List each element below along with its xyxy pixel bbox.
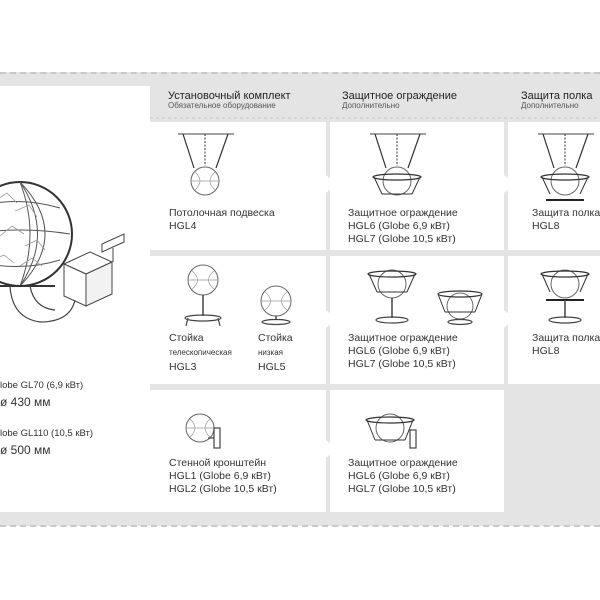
low-stand-label: Стойка	[258, 332, 293, 344]
guard-label-3: Защитное ограждение	[348, 457, 458, 469]
model-2-name: lobe GL110 (10,5 кВт)	[0, 428, 94, 439]
telescopic-stand-code: HGL3	[169, 361, 197, 373]
wall-bracket-code-1: HGL1 (Globe 6,9 кВт)	[169, 470, 271, 482]
header-underline	[0, 117, 600, 121]
guard-label-2: Защитное ограждение	[348, 332, 458, 344]
low-stand-sub: низкая	[258, 348, 284, 357]
low-stand-icon	[238, 256, 328, 336]
telescopic-stand-icon	[148, 256, 238, 336]
header-protective-guard: Защитное ограждение Дополнительно	[342, 90, 457, 111]
card-guard-wall	[330, 390, 504, 512]
card-shelf-ceiling	[508, 122, 600, 250]
wall-bracket-label: Стенной кронштейн	[169, 457, 267, 469]
model-1-diameter: ø 430 мм	[0, 395, 51, 409]
top-dashed-edge	[0, 72, 600, 74]
bottom-dashed-edge	[0, 525, 600, 527]
guard-code-1a: HGL6 (Globe 6,9 кВт)	[348, 220, 450, 232]
guard-wall-icon	[330, 390, 504, 460]
guard-code-3a: HGL6 (Globe 6,9 кВт)	[348, 470, 450, 482]
model-2-diameter: ø 500 мм	[0, 443, 51, 457]
ceiling-mount-code: HGL4	[169, 220, 197, 232]
shelf-code-2: HGL8	[532, 345, 560, 357]
low-stand-code: HGL5	[258, 361, 286, 373]
model-1	[0, 380, 83, 409]
telescopic-stand-label: Стойка	[169, 332, 204, 344]
card-wall-bracket	[148, 390, 326, 512]
card-ceiling-mount	[148, 122, 326, 250]
shelf-stand-icon	[508, 256, 600, 336]
wall-bracket-code-2: HGL2 (Globe 10,5 кВт)	[169, 483, 277, 495]
card-guard-stand	[330, 256, 504, 384]
guard-ceiling-icon	[330, 122, 504, 202]
ceiling-mount-icon	[148, 122, 326, 202]
guard-code-1b: HGL7 (Globe 10,5 кВт)	[348, 233, 456, 245]
ceiling-mount-label: Потолочная подвеска	[169, 207, 275, 219]
product-panel	[0, 86, 150, 512]
guard-label-1: Защитное ограждение	[348, 207, 458, 219]
telescopic-stand-sub: телескопическая	[169, 348, 232, 357]
shelf-label-1: Защита полка	[532, 207, 600, 219]
shelf-label-2: Защита полка	[532, 332, 600, 344]
model-2	[0, 428, 93, 457]
shelf-ceiling-icon	[508, 122, 600, 202]
guard-telescopic-icon	[330, 256, 504, 336]
heater-globe-illustration	[0, 86, 150, 346]
model-1-name: lobe GL70 (6,9 кВт)	[0, 380, 84, 391]
wall-bracket-icon	[148, 390, 326, 460]
guard-code-2a: HGL6 (Globe 6,9 кВт)	[348, 345, 450, 357]
card-shelf-stand	[508, 256, 600, 384]
card-guard-ceiling	[330, 122, 504, 250]
header-installation-kit: Установочный комплект Обязательное оборудование	[168, 90, 291, 111]
guard-code-2b: HGL7 (Globe 10,5 кВт)	[348, 358, 456, 370]
header-shelf-protection: Защита полка Дополнительно	[521, 90, 593, 111]
shelf-code-1: HGL8	[532, 220, 560, 232]
card-stands	[148, 256, 326, 384]
guard-code-3b: HGL7 (Globe 10,5 кВт)	[348, 483, 456, 495]
